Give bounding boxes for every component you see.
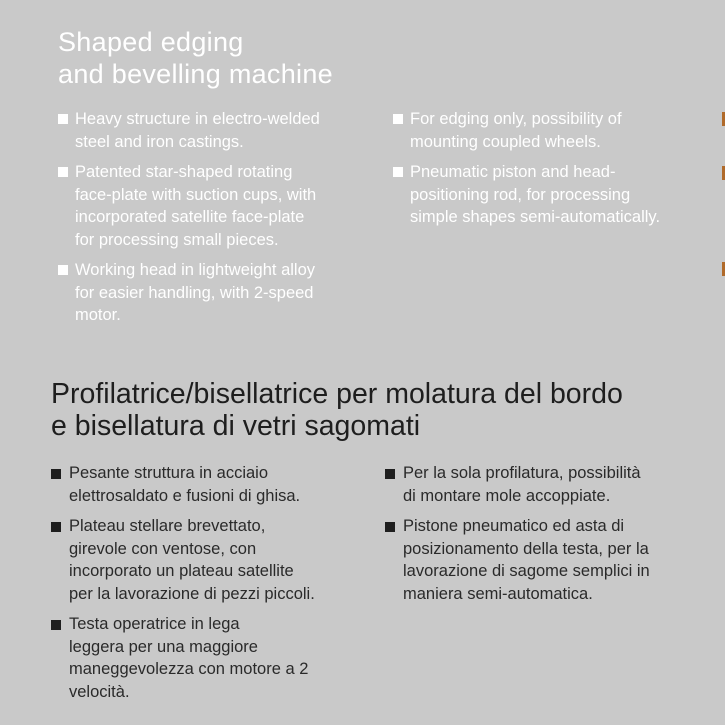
item-text-line: mounting coupled wheels.: [410, 132, 601, 151]
item-text-line: incorporato un plateau satellite: [69, 562, 294, 580]
item-text-line: Pesante struttura in acciaio: [69, 464, 269, 482]
item-text-line: Plateau stellare brevettato,: [69, 517, 266, 535]
item-text-line: per la lavorazione di pezzi piccoli.: [69, 584, 315, 603]
item-text-line: girevole con ventose, con: [69, 539, 257, 558]
bullet-square-icon: [393, 114, 403, 124]
item-text-line: Patented star-shaped rotating: [75, 163, 293, 181]
italian-title-line: Profilatrice/bisellatrice per molatura del bordo: [51, 378, 623, 410]
list-item: [58, 161, 320, 251]
list-item: [393, 161, 660, 229]
english-features-right: [393, 108, 660, 237]
bullet-square-icon: [58, 167, 68, 177]
list-item: [51, 613, 315, 703]
item-text-line: maniera semi-automatica.: [403, 584, 593, 603]
item-text-line: leggera per una maggiore: [69, 637, 258, 656]
list-item: [51, 515, 315, 605]
bullet-square-icon: [393, 167, 403, 177]
bullet-square-icon: [51, 620, 61, 630]
bullet-square-icon: [51, 522, 61, 532]
item-text-line: Pneumatic piston and head-: [410, 163, 616, 181]
item-text-line: Pistone pneumatico ed asta di: [403, 517, 625, 535]
italian-title-line: e bisellatura di vetri sagomati: [51, 410, 421, 442]
italian-features-left: [51, 462, 315, 711]
item-text-line: elettrosaldato e fusioni di ghisa.: [69, 486, 301, 505]
bullet-square-icon: [58, 265, 68, 275]
item-text-line: posizionamento della testa, per la: [403, 539, 649, 558]
item-text-line: velocità.: [69, 682, 130, 701]
list-item: [58, 108, 320, 153]
italian-title: [51, 378, 623, 442]
bullet-square-icon: [385, 522, 395, 532]
item-text-line: motor.: [75, 306, 121, 324]
item-text-line: incorporated satellite face-plate: [75, 208, 305, 226]
english-features-left: [58, 108, 320, 335]
list-item: [58, 259, 320, 327]
item-text-line: face-plate with suction cups, with: [75, 185, 317, 204]
item-text-line: lavorazione di sagome semplici in: [403, 562, 650, 580]
item-text-line: Per la sola profilatura, possibilità: [403, 464, 641, 482]
list-item: [385, 462, 650, 507]
item-text-line: For edging only, possibility of: [410, 110, 622, 128]
item-text-line: maneggevolezza con motore a 2: [69, 660, 309, 678]
english-title-line: and bevelling machine: [58, 59, 333, 89]
list-item: [393, 108, 660, 153]
item-text-line: Testa operatrice in lega: [69, 615, 240, 633]
item-text-line: steel and iron castings.: [75, 132, 244, 151]
item-text-line: simple shapes semi-automatically.: [410, 208, 661, 226]
item-text-line: for easier handling, with 2-speed: [75, 283, 314, 302]
item-text-line: di montare mole accoppiate.: [403, 486, 611, 505]
bullet-square-icon: [385, 469, 395, 479]
bullet-square-icon: [58, 114, 68, 124]
item-text-line: for processing small pieces.: [75, 230, 279, 249]
list-item: [385, 515, 650, 605]
english-title-line: Shaped edging: [58, 27, 244, 57]
item-text-line: positioning rod, for processing: [410, 185, 631, 204]
italian-features-right: [385, 462, 650, 613]
list-item: [51, 462, 315, 507]
bullet-square-icon: [51, 469, 61, 479]
english-title: [58, 26, 333, 90]
item-text-line: Heavy structure in electro-welded: [75, 110, 320, 128]
item-text-line: Working head in lightweight alloy: [75, 261, 315, 279]
